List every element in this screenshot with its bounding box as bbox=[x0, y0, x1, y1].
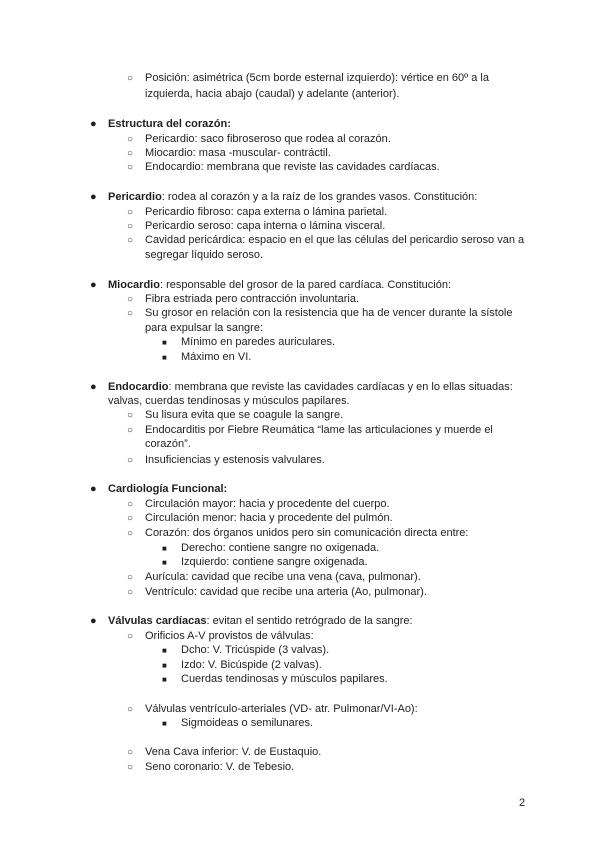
bullet-circle: ○ bbox=[127, 704, 134, 715]
bullet-circle: ○ bbox=[127, 572, 134, 583]
bullet-square: ■ bbox=[162, 719, 167, 728]
bullet-disc: ● bbox=[90, 381, 97, 393]
text-line: segregar líquido seroso. bbox=[145, 249, 264, 261]
heading-desc: : evitan el sentido retrógrado de la sangre: bbox=[206, 615, 413, 627]
section-heading bbox=[108, 482, 227, 497]
text-line: Cuerdas tendinosas y músculos papilares. bbox=[181, 673, 388, 685]
bullet-circle: ○ bbox=[127, 528, 134, 539]
bullet-circle: ○ bbox=[127, 762, 134, 773]
text-line: valvas, cuerdas tendinosas y músculos papilares. bbox=[108, 395, 350, 407]
text-line: Su grosor en relación con la resistencia que ha de vencer durante la sístole bbox=[145, 307, 513, 319]
text-line: Sigmoideas o semilunares. bbox=[181, 717, 314, 729]
section-heading bbox=[108, 190, 477, 205]
bullet-square: ■ bbox=[162, 646, 167, 655]
bullet-circle: ○ bbox=[127, 747, 134, 758]
text-line: Pericardio fibroso: capa externa o lámina parietal. bbox=[145, 206, 388, 218]
bullet-disc: ● bbox=[90, 483, 97, 495]
bullet-circle: ○ bbox=[127, 499, 134, 510]
bullet-circle: ○ bbox=[127, 513, 134, 524]
bullet-square: ■ bbox=[162, 675, 167, 684]
text-line: Corazón: dos órganos unidos pero sin comunicación directa entre: bbox=[145, 527, 469, 539]
text-line: Máximo en VI. bbox=[181, 351, 252, 363]
text-line: Su lisura evita que se coagule la sangre. bbox=[145, 409, 344, 421]
bullet-disc: ● bbox=[90, 279, 97, 291]
bullet-disc: ● bbox=[90, 191, 97, 203]
text-line: Vena Cava inferior: V. de Eustaquio. bbox=[145, 746, 322, 758]
bullet-circle: ○ bbox=[127, 134, 134, 145]
bullet-circle: ○ bbox=[127, 221, 134, 232]
text-line: Pericardio: saco fibroseroso que rodea al corazón. bbox=[145, 133, 391, 145]
bullet-circle: ○ bbox=[127, 455, 134, 466]
text-line: Izquierdo: contiene sangre oxigenada. bbox=[181, 556, 368, 568]
text-line: Izdo: V. Bicúspide (2 valvas). bbox=[181, 659, 322, 671]
text-line: Fibra estriada pero contracción involuntaria. bbox=[145, 293, 360, 305]
text-line: Derecho: contiene sangre no oxigenada. bbox=[181, 542, 380, 554]
bullet-disc: ● bbox=[90, 615, 97, 627]
text-line: Circulación menor: hacia y procedente del pulmón. bbox=[145, 512, 393, 524]
section-heading bbox=[108, 117, 231, 132]
text-line: Circulación mayor: hacia y procedente del cuerpo. bbox=[145, 498, 390, 510]
heading-text: Endocardio bbox=[108, 381, 169, 393]
text-line: Aurícula: cavidad que recibe una vena (cava, pulmonar). bbox=[145, 571, 421, 583]
text-line: Insuficiencias y estenosis valvulares. bbox=[145, 454, 325, 466]
text-line: Pericardio seroso: capa interna o lámina visceral. bbox=[145, 220, 386, 232]
bullet-circle: ○ bbox=[127, 148, 134, 159]
bullet-circle: ○ bbox=[127, 207, 134, 218]
heading-text: Cardiología Funcional: bbox=[108, 483, 228, 495]
bullet-square: ■ bbox=[162, 338, 167, 347]
section-heading bbox=[108, 614, 413, 629]
text-line: Endocarditis por Fiebre Reumática “lame las articulaciones y muerde el bbox=[145, 424, 493, 436]
bullet-circle: ○ bbox=[127, 587, 134, 598]
text-line: Cavidad pericárdica: espacio en el que las células del pericardio seroso van a bbox=[145, 234, 525, 246]
bullet-circle: ○ bbox=[127, 294, 134, 305]
text-line: Ventrículo: cavidad que recibe una arteria (Ao, pulmonar). bbox=[145, 586, 427, 598]
page-number: 2 bbox=[519, 797, 526, 809]
bullet-circle: ○ bbox=[127, 410, 134, 421]
bullet-square: ■ bbox=[162, 353, 167, 362]
heading-desc: : responsable del grosor de la pared cardíaca. Constitución: bbox=[159, 279, 452, 291]
section-heading bbox=[108, 278, 451, 293]
text-line: Miocardio: masa -muscular- contráctil. bbox=[145, 147, 331, 159]
heading-text: Pericardio bbox=[108, 191, 162, 203]
text-line: izquierda, hacia abajo (caudal) y adelante (anterior). bbox=[145, 88, 400, 100]
heading-desc: : rodea al corazón y a la raíz de los grandes vasos. Constitución: bbox=[161, 191, 478, 203]
bullet-square: ■ bbox=[162, 661, 167, 670]
text-line: Endocardio: membrana que reviste las cavidades cardíacas. bbox=[145, 161, 440, 173]
bullet-square: ■ bbox=[162, 558, 167, 567]
bullet-circle: ○ bbox=[127, 162, 134, 173]
bullet-circle: ○ bbox=[127, 631, 134, 642]
text-line: Orificios A-V provistos de válvulas: bbox=[145, 630, 314, 642]
text-line: Dcho: V. Tricúspide (3 valvas). bbox=[181, 644, 330, 656]
bullet-circle: ○ bbox=[127, 73, 134, 84]
text-line: Válvulas ventrículo-arteriales (VD- atr. Pulmonar/VI-Ao): bbox=[145, 703, 418, 715]
bullet-square: ■ bbox=[162, 544, 167, 553]
text-line: Posición: asimétrica (5cm borde esternal izquierdo): vértice en 60º a la bbox=[145, 72, 489, 84]
heading-desc: : membrana que reviste las cavidades cardíacas y en lo ellas situadas: bbox=[168, 381, 513, 393]
text-line: para expulsar la sangre: bbox=[145, 322, 264, 334]
bullet-circle: ○ bbox=[127, 308, 134, 319]
bullet-circle: ○ bbox=[127, 425, 134, 436]
text-line: Mínimo en paredes auriculares. bbox=[181, 336, 336, 348]
heading-text: Estructura del corazón: bbox=[108, 118, 231, 130]
heading-text: Válvulas cardíacas bbox=[108, 615, 207, 627]
bullet-circle: ○ bbox=[127, 235, 134, 246]
section-heading bbox=[108, 380, 513, 395]
heading-text: Miocardio bbox=[108, 279, 160, 291]
text-line: Seno coronario: V. de Tebesio. bbox=[145, 761, 295, 773]
bullet-disc: ● bbox=[90, 118, 97, 130]
text-line: corazón”. bbox=[145, 438, 191, 450]
